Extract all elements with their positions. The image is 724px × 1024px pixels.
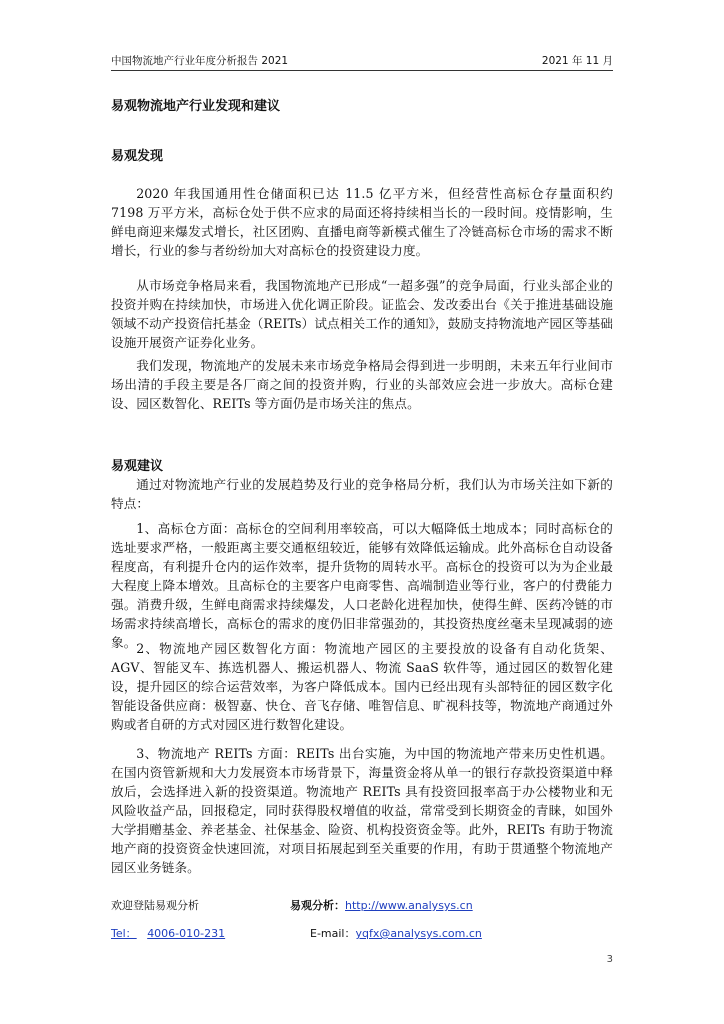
header-report-title: 中国物流地产行业年度分析报告 2021: [111, 55, 289, 67]
section-title-advice: 易观建议: [111, 459, 164, 474]
advice-paragraph-park-digitalization: 2、物流地产园区数智化方面：物流地产园区的主要投放的设备有自动化货架、AGV、智能叉车、拣选机器人、搬运机器人、物流 SaaS 软件等，通过园区的数智化建设，提升园区的综合运营效率，为客户降低成本。国内已经出现有头部特征的园区数字化智能设备供应商：极智嘉、快仓、音飞存储、唯智信息、旷视科技等，物流地产商通过外购或者自研的方式对园区进行数智化建设。: [111, 641, 613, 732]
footer-welcome: 欢迎登陆易观分析: [111, 899, 199, 912]
section-title-discovery: 易观发现: [111, 149, 164, 164]
page-title: 易观物流地产行业发现和建议: [111, 99, 281, 114]
discovery-paragraph-2: 从市场竞争格局来看，我国物流地产已形成“一超多强”的竞争局面，行业头部企业的投资并购在持续加快，市场进入优化调正阶段。证监会、发改委出台《关于推进基础设施领域不动产投资信托基金（REITs）试点相关工作的通知》，鼓励支持物流地产园区等基础设施开展资产证券化业务。: [111, 278, 613, 350]
footer-site-link[interactable]: http://www.analysys.cn: [345, 899, 473, 912]
footer-email-link[interactable]: yqfx@analysys.com.cn: [355, 927, 482, 940]
footer-tel-label: Tel：: [111, 927, 137, 940]
discovery-paragraph-1: 2020 年我国通用性仓储面积已达 11.5 亿平方米，但经营性高标仓存量面积约 7198 万平方米，高标仓处于供不应求的局面还将持续相当长的一段时间。疫情影响，生鲜电商迎来爆发式增长，社区团购、直播电商等新模式催生了冷链高标仓市场的需求不断增长，行业的参与者纷纷加大对高标仓的投资建设力度。: [111, 186, 613, 258]
footer-tel: [111, 925, 225, 941]
footer-email-label: E-mail：: [310, 927, 356, 940]
advice-paragraph-high-standard-warehouse: 1、高标仓方面：高标仓的空间利用率较高，可以大幅降低土地成本；同时高标仓的选址要求严格，一般距离主要交通枢纽较近，能够有效降低运输成。此外高标仓自动设备程度高，有利提升仓内的运作效率，提升货物的周转水平。高标仓的投资可以为为企业最大程度上降本增效。且高标仓的主要客户电商零售、高端制造业等行业，客户的付费能力强。消费升级，生鲜电商需求持续爆发，人口老龄化进程加快，使得生鲜、医药冷链的市场需求持续高增长，高标仓的需求的度仍旧非常强劲的，其投资热度丝毫未呈现减弱的迹象。: [111, 521, 613, 650]
discovery-paragraph-3: 我们发现，物流地产的发展未来市场竞争格局会得到进一步明朗，未来五年行业间市场出清的手段主要是各厂商之间的投资并购，行业的头部效应会进一步放大。高标仓建设、园区数智化、REITs 等方面仍是市场关注的焦点。: [111, 358, 613, 411]
footer-email: [310, 925, 482, 941]
footer-tel-number[interactable]: 4006-010-231: [147, 927, 226, 940]
advice-paragraph-reits: 3、物流地产 REITs 方面：REITs 出台实施，为中国的物流地产带来历史性机遇。在国内资管新规和大力发展资本市场背景下，海量资金将从单一的银行存款投资渠道中释放后，会选择进入新的投资渠道。物流地产 REITs 具有投资回报率高于办公楼物业和无风险收益产品，回报稳定，同时获得股权增值的收益，常常受到长期资金的青睐，如国外大学捐赠基金、养老基金、社保基金、险资、机构投资资金等。此外，REITs 有助于物流地产商的投资资金快速回流，对项目拓展起到至关重要的作用，有助于贯通整个物流地产园区业务链条。: [111, 746, 613, 875]
advice-intro-paragraph: 通过对物流地产行业的发展趋势及行业的竞争格局分析，我们认为市场关注如下新的特点：: [111, 477, 613, 511]
page-number: 3: [606, 954, 613, 965]
page-header: [111, 52, 613, 71]
footer-site-label: 易观分析：: [290, 899, 345, 912]
header-date: 2021 年 11 月: [541, 55, 613, 67]
footer-site: [290, 897, 473, 913]
